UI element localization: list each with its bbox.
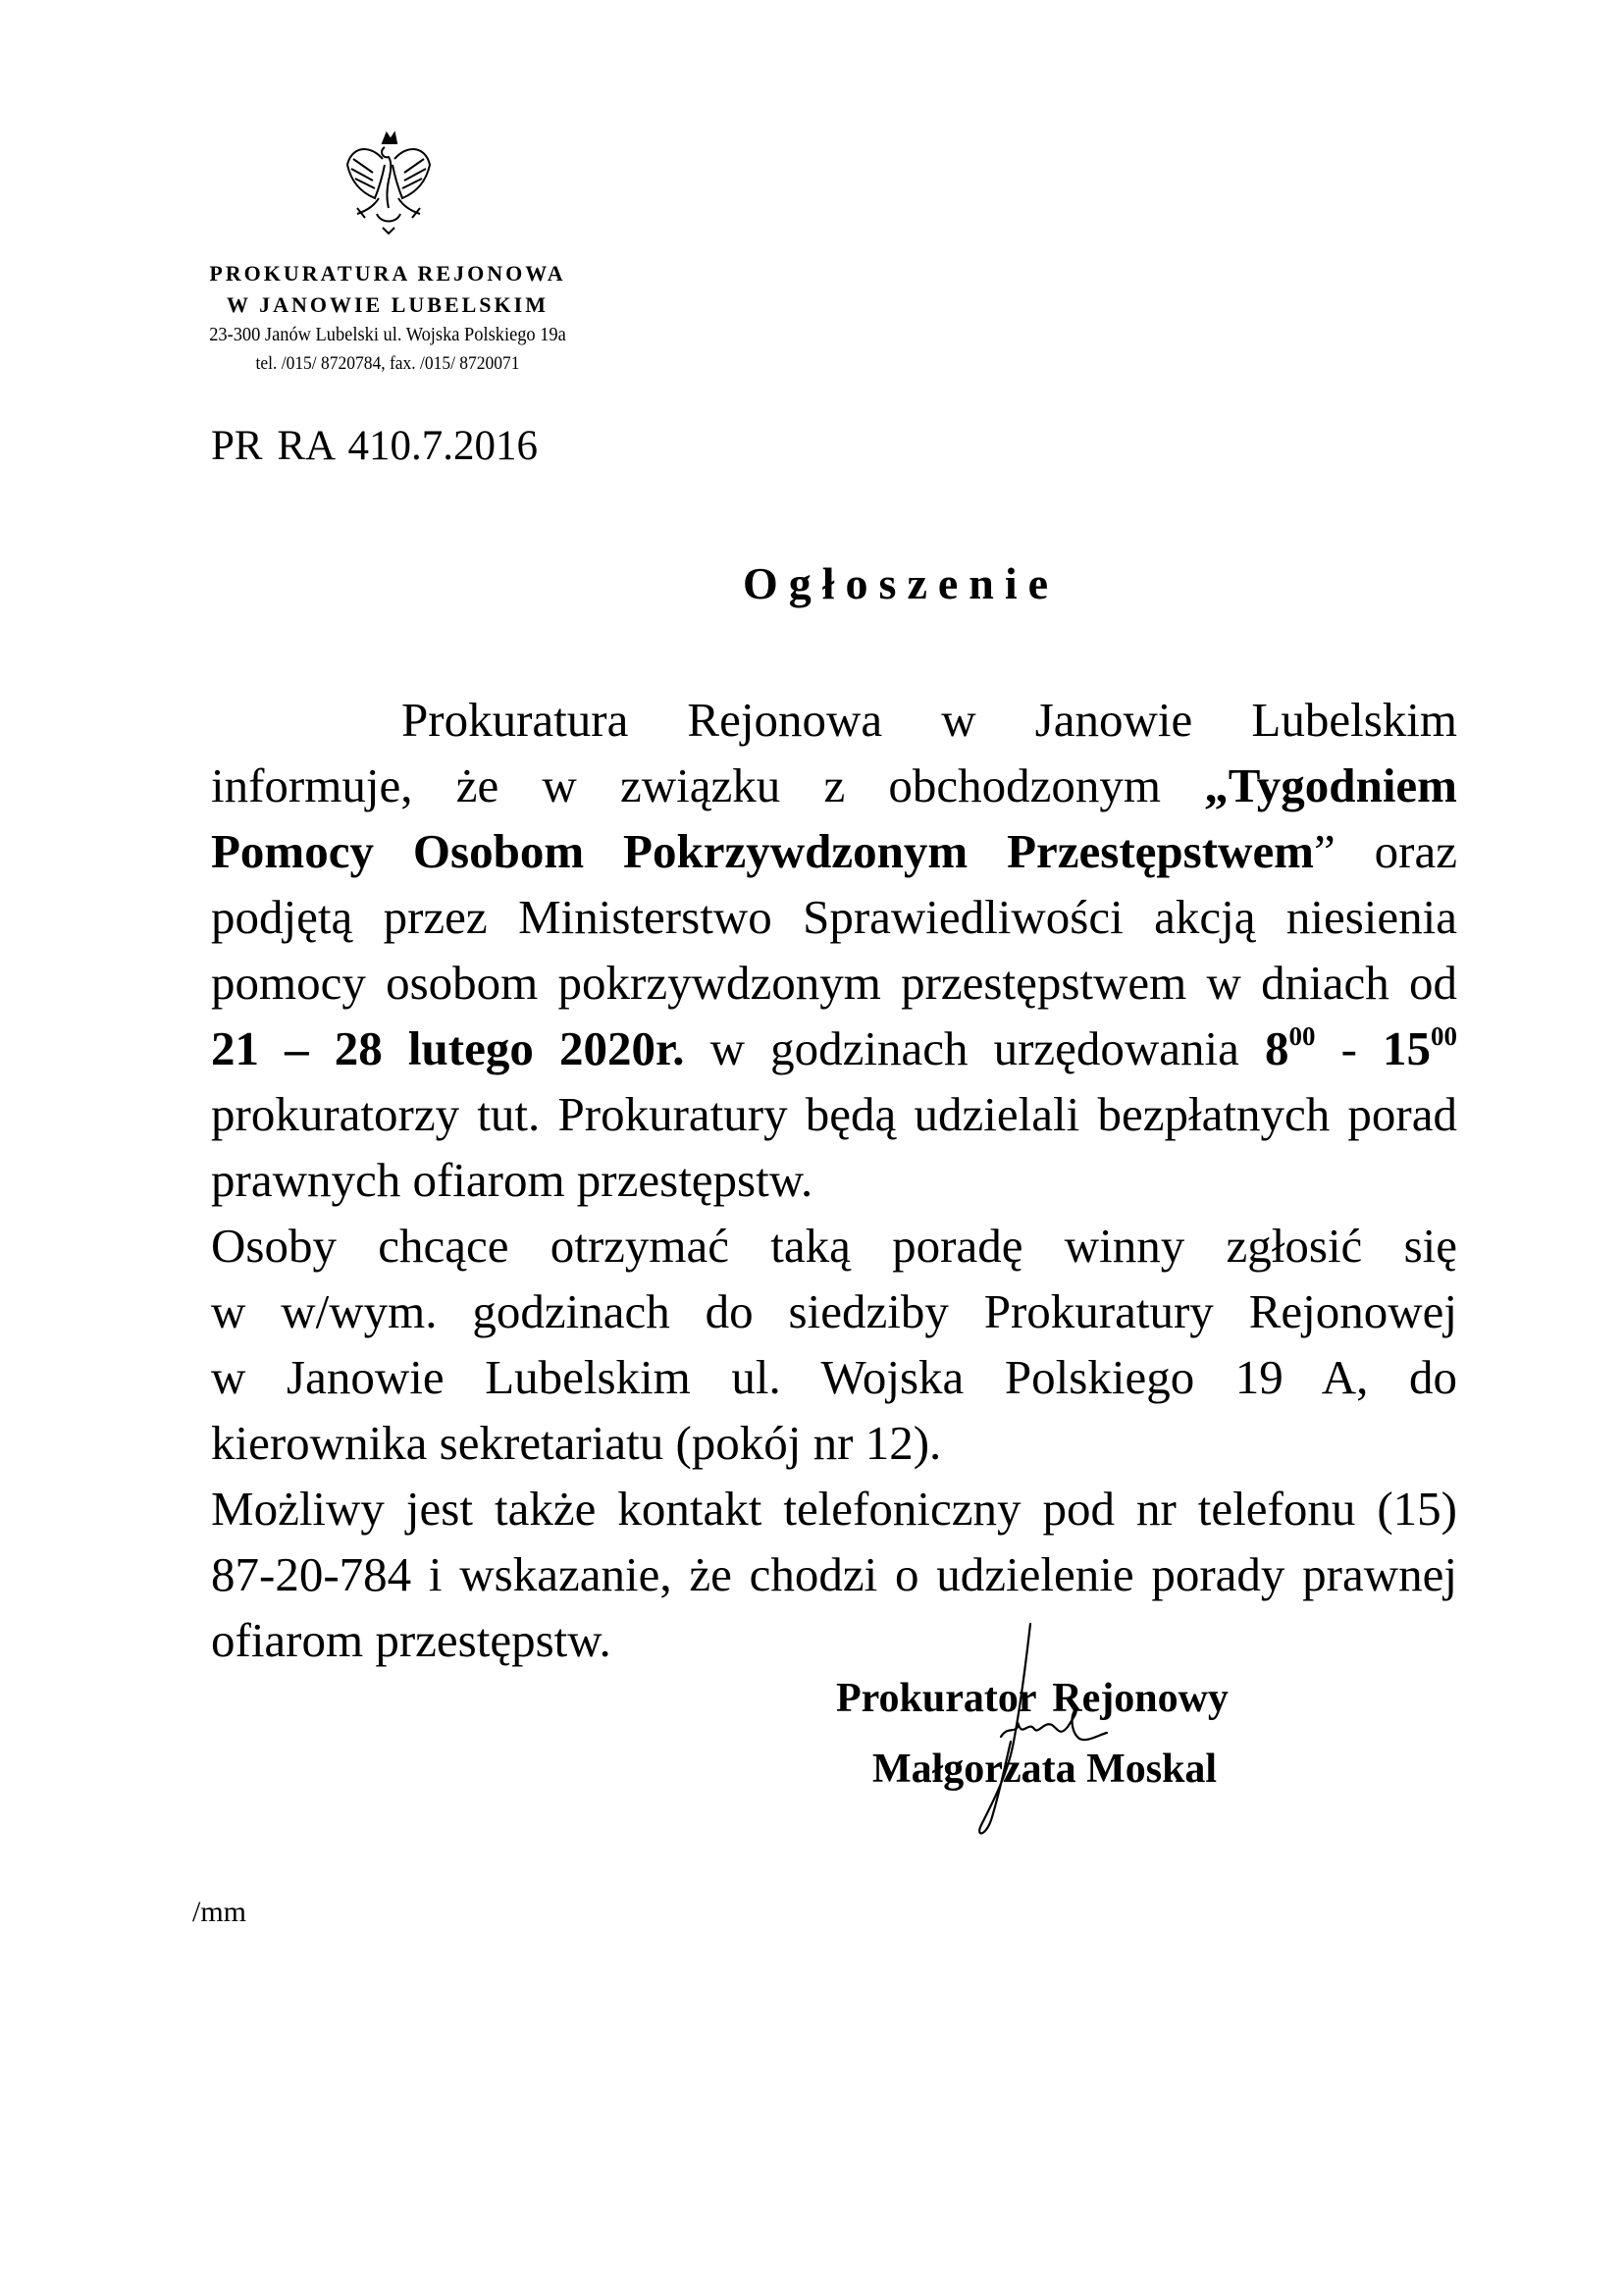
text-segment: podjętą przez Ministerstwo Sprawiedliwości akcją niesienia <box>211 890 1457 944</box>
body-line <box>211 818 1457 884</box>
organization-name: PROKURATURA REJONOWA <box>209 261 566 286</box>
body-line <box>211 1147 1457 1213</box>
text-segment: kierownika sekretariatu (pokój nr 12). <box>211 1416 942 1470</box>
bold-text: Pomocy Osobom Pokrzywdzonym Przestępstwem <box>211 824 1315 878</box>
text-segment: w godzinach urzędowania <box>684 1021 1266 1075</box>
superscript-text: 00 <box>1431 1020 1457 1051</box>
text-segment: w Janowie Lubelskim ul. Wojska Polskiego 19 A, do <box>211 1350 1457 1404</box>
text-segment: prokuratorzy tut. Prokuratury będą udzielali bezpłatnych porad <box>211 1087 1457 1141</box>
handwritten-signature <box>942 1619 1168 1845</box>
text-segment: prawnych ofiarom przestępstw. <box>211 1153 813 1207</box>
bold-text: 21 – 28 lutego 2020r. <box>211 1021 685 1075</box>
signatory-name: Małgorzata Moskal <box>872 1747 1218 1792</box>
text-segment: informuje, że w związku z obchodzonym <box>211 758 1205 812</box>
text-segment: Osoby chcące otrzymać taką poradę winny zgłosić się <box>211 1219 1457 1273</box>
text-segment: 87-20-784 i wskazanie, że chodzi o udzielenie porady prawnej <box>211 1547 1457 1601</box>
body-line <box>211 1344 1457 1410</box>
body-line <box>211 1213 1457 1278</box>
bold-text: „Tygodniem <box>1204 758 1457 812</box>
text-segment: w w/wym. godzinach do siedziby Prokuratury Rejonowej <box>211 1284 1457 1338</box>
body-line <box>211 1016 1457 1081</box>
body-line <box>211 1081 1457 1147</box>
body-line <box>211 884 1457 950</box>
bold-text: 15 <box>1383 1021 1432 1075</box>
polish-eagle-emblem-icon <box>343 130 434 235</box>
body-line <box>211 1607 1457 1673</box>
body-line <box>211 1476 1457 1541</box>
organization-contact: tel. /015/ 8720784, fax. /015/ 8720071 <box>255 353 520 374</box>
superscript-text: 00 <box>1288 1020 1316 1051</box>
reference-number: PR RA 410.7.2016 <box>211 423 538 469</box>
text-segment: ofiarom przestępstw. <box>211 1613 611 1667</box>
organization-address: 23-300 Janów Lubelski ul. Wojska Polskiego 19a <box>209 324 566 345</box>
text-segment: - <box>1315 1021 1384 1075</box>
organization-location: W JANOWIE LUBELSKIM <box>227 292 549 317</box>
document-title: Ogłoszenie <box>743 558 1060 608</box>
body-line <box>211 1278 1457 1344</box>
text-segment: ” oraz <box>1314 824 1457 878</box>
body-line <box>401 687 1457 753</box>
body-line <box>211 950 1457 1016</box>
signatory-position: Prokurator Rejonowy <box>836 1676 1229 1721</box>
typist-initials: /mm <box>192 1896 247 1928</box>
text-segment: Prokuratura Rejonowa w Janowie Lubelskim <box>401 693 1457 747</box>
body-line <box>211 753 1457 818</box>
body-line <box>211 1541 1457 1607</box>
body-line <box>211 1410 1457 1476</box>
text-segment: pomocy osobom pokrzywdzonym przestępstwem w dniach od <box>211 956 1457 1010</box>
text-segment: Możliwy jest także kontakt telefoniczny pod nr telefonu (15) <box>211 1482 1457 1536</box>
bold-text: 8 <box>1265 1021 1289 1075</box>
